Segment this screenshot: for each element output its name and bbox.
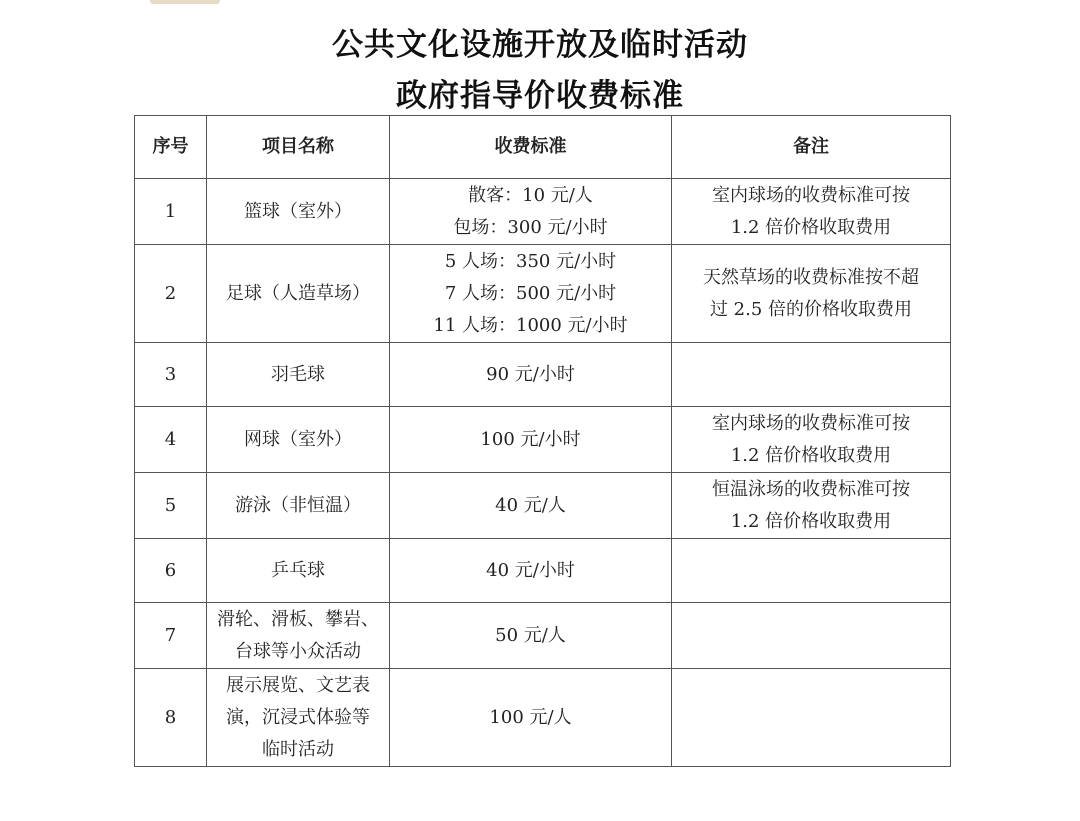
item-name-line: 展示展览、文艺表 <box>226 674 370 696</box>
fee-standard-line: 100 元/人 <box>489 706 572 728</box>
fee-standard-cell <box>390 343 672 407</box>
fee-standard-line: 散客：10 元/人 <box>468 184 593 206</box>
fee-standard-cell <box>390 407 672 473</box>
fee-standard-line: 40 元/人 <box>495 494 566 516</box>
item-name-line: 乒乓球 <box>271 559 325 581</box>
item-name-line: 网球（室外） <box>244 428 352 450</box>
fee-standard-cell <box>390 245 672 343</box>
fee-table <box>134 115 951 767</box>
row-number: 5 <box>135 473 207 539</box>
item-name-line: 足球（人造草场） <box>226 282 370 304</box>
table-row <box>135 669 951 767</box>
table-row <box>135 407 951 473</box>
header-no: 序号 <box>135 116 207 179</box>
remark-cell <box>672 473 951 539</box>
header-row <box>135 116 951 179</box>
table-row <box>135 539 951 603</box>
remark-line: 1.2 倍价格收取费用 <box>730 444 892 466</box>
remark-line: 恒温泳场的收费标准可按 <box>712 478 910 500</box>
corner-mark <box>150 0 220 4</box>
item-name-cell <box>207 603 390 669</box>
fee-standard-line: 90 元/小时 <box>486 363 575 385</box>
remark-cell <box>672 407 951 473</box>
remark-line: 1.2 倍价格收取费用 <box>730 510 892 532</box>
fee-standard-line: 40 元/小时 <box>486 559 575 581</box>
fee-standard-line: 11 人场：1000 元/小时 <box>433 314 628 336</box>
item-name-cell <box>207 473 390 539</box>
title-line-1: 公共文化设施开放及临时活动 <box>332 27 748 63</box>
item-name-line: 滑轮、滑板、攀岩、 <box>217 608 379 630</box>
item-name-cell <box>207 245 390 343</box>
header-fee: 收费标准 <box>390 116 672 179</box>
row-number: 1 <box>135 179 207 245</box>
fee-standard-line: 包场：300 元/小时 <box>453 216 608 238</box>
row-number: 8 <box>135 669 207 767</box>
remark-cell <box>672 669 951 767</box>
remark-line: 天然草场的收费标准按不超 <box>703 266 919 288</box>
remark-cell <box>672 539 951 603</box>
fee-standard-line: 5 人场：350 元/小时 <box>444 250 617 272</box>
row-number: 6 <box>135 539 207 603</box>
row-number: 4 <box>135 407 207 473</box>
item-name-line: 演，沉浸式体验等 <box>226 706 370 728</box>
item-name-cell <box>207 539 390 603</box>
remark-cell <box>672 603 951 669</box>
item-name-line: 台球等小众活动 <box>235 640 361 662</box>
remark-cell <box>672 343 951 407</box>
item-name-line: 游泳（非恒温） <box>235 494 361 516</box>
header-note: 备注 <box>672 116 951 179</box>
item-name-cell <box>207 669 390 767</box>
fee-standard-line: 50 元/人 <box>495 624 566 646</box>
fee-standard-cell <box>390 669 672 767</box>
remark-line: 1.2 倍价格收取费用 <box>730 216 892 238</box>
fee-standard-cell <box>390 539 672 603</box>
remark-line: 室内球场的收费标准可按 <box>712 412 910 434</box>
remark-line: 室内球场的收费标准可按 <box>712 184 910 206</box>
item-name-cell <box>207 179 390 245</box>
item-name-line: 羽毛球 <box>271 363 325 385</box>
table-row <box>135 343 951 407</box>
fee-standard-cell <box>390 179 672 245</box>
item-name-cell <box>207 343 390 407</box>
fee-standard-line: 100 元/小时 <box>480 428 581 450</box>
table-row <box>135 245 951 343</box>
row-number: 3 <box>135 343 207 407</box>
remark-cell <box>672 179 951 245</box>
item-name-line: 篮球（室外） <box>244 200 352 222</box>
item-name-cell <box>207 407 390 473</box>
title-line-2: 政府指导价收费标准 <box>396 78 684 114</box>
fee-standard-line: 7 人场：500 元/小时 <box>444 282 617 304</box>
fee-standard-cell <box>390 473 672 539</box>
fee-standard-cell <box>390 603 672 669</box>
table-row <box>135 603 951 669</box>
table-row <box>135 473 951 539</box>
remark-cell <box>672 245 951 343</box>
item-name-line: 临时活动 <box>262 738 334 760</box>
remark-line: 过 2.5 倍的价格收取费用 <box>709 298 913 320</box>
row-number: 7 <box>135 603 207 669</box>
table-row <box>135 179 951 245</box>
row-number: 2 <box>135 245 207 343</box>
header-name: 项目名称 <box>207 116 390 179</box>
